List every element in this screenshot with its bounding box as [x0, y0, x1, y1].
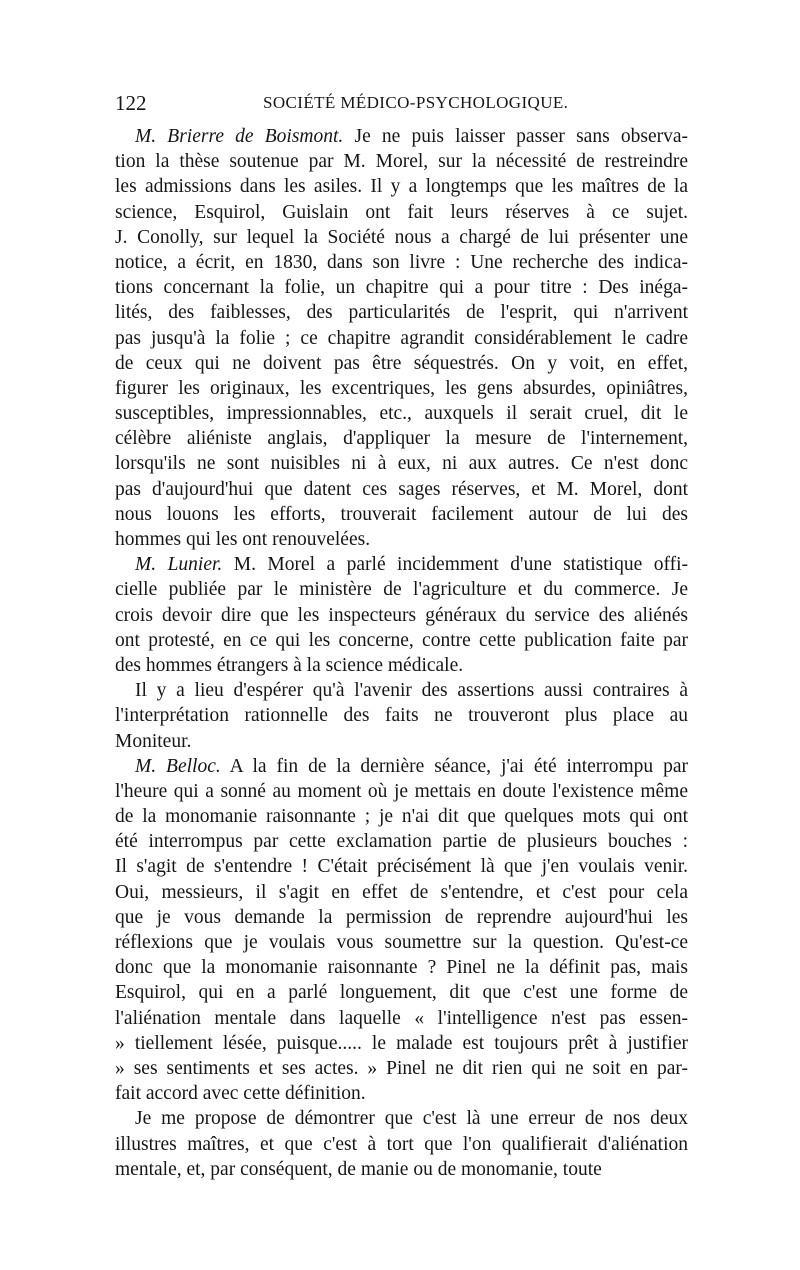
text-line	[115, 225, 688, 250]
text-line	[115, 326, 688, 351]
line-text: l'heure qui a sonné au moment où je mettais en doute l'existence même	[115, 780, 688, 802]
line-text: tions concernant la folie, un chapitre qui a pour titre : Des inéga-	[115, 277, 688, 299]
line-text: de la monomanie raisonnante ; je n'ai dit que quelques mots qui ont	[115, 806, 688, 828]
line-text: fait accord avec cette définition.	[115, 1083, 366, 1105]
line-text: donc que la monomanie raisonnante ? Pinel ne la définit pas, mais	[115, 957, 688, 979]
text-line	[115, 300, 688, 325]
line-text: » tiellement lésée, puisque..... le malade est toujours prêt à justifier	[115, 1032, 688, 1054]
line-text: pas jusqu'à la folie ; ce chapitre agrandit considérablement le cadre	[115, 327, 688, 349]
text-line	[115, 754, 688, 779]
text-line	[115, 653, 688, 678]
running-head: SOCIÉTÉ MÉDICO-PSYCHOLOGIQUE.	[263, 93, 569, 112]
line-text: été interrompus par cette exclamation partie de plusieurs bouches :	[115, 831, 688, 853]
text-line	[115, 577, 688, 602]
line-text: » ses sentiments et ses actes. » Pinel ne dit rien qui ne soit en par-	[115, 1057, 688, 1079]
line-text: nous louons les efforts, trouverait facilement autour de lui des	[115, 503, 688, 525]
line-text: cielle publiée par le ministère de l'agriculture et du commerce. Je	[115, 579, 688, 601]
text-line	[115, 1031, 688, 1056]
text-line	[115, 124, 688, 149]
line-text: M. Morel a parlé incidemment d'une statistique offi-	[222, 554, 688, 576]
text-line	[115, 174, 688, 199]
speaker-name: M. Lunier.	[135, 554, 223, 576]
text-line	[115, 1132, 688, 1157]
text-line	[115, 1106, 688, 1131]
line-text: lorsqu'ils ne sont nuisibles ni à eux, ni aux autres. Ce n'est donc	[115, 453, 688, 475]
line-text: Il y a lieu d'espérer qu'à l'avenir des assertions aussi contraires à	[135, 680, 688, 702]
text-line	[115, 603, 688, 628]
line-text: l'aliénation mentale dans laquelle « l'intelligence n'est pas essen-	[115, 1007, 688, 1029]
line-text: Moniteur.	[115, 730, 192, 752]
text-line	[115, 779, 688, 804]
text-line	[115, 804, 688, 829]
line-text: tion la thèse soutenue par M. Morel, sur la nécessité de restreindre	[115, 151, 688, 173]
line-text: Je me propose de démontrer que c'est là une erreur de nos deux	[135, 1108, 688, 1130]
text-line	[115, 552, 688, 577]
line-text: Je ne puis laisser passer sans observa-	[343, 126, 688, 147]
text-line	[115, 376, 688, 401]
line-text: que je vous demande la permission de reprendre aujourd'hui les	[115, 906, 688, 928]
text-line	[115, 275, 688, 300]
text-line	[115, 1081, 688, 1106]
line-text: mentale, et, par conséquent, de manie ou de monomanie, toute	[115, 1158, 602, 1180]
line-text: pas d'aujourd'hui que datent ces sages réserves, et M. Morel, dont	[115, 478, 688, 500]
text-line	[115, 829, 688, 854]
text-line	[115, 854, 688, 879]
line-text: notice, a écrit, en 1830, dans son livre : Une recherche des indica-	[115, 251, 688, 273]
text-line	[115, 905, 688, 930]
line-text: célèbre aliéniste anglais, d'appliquer la mesure de l'internement,	[115, 428, 688, 450]
paragraph	[115, 1106, 688, 1182]
page-number: 122	[115, 91, 147, 115]
line-text: des hommes étrangers à la science médicale.	[115, 654, 464, 676]
paragraph	[115, 124, 688, 552]
text-line	[115, 451, 688, 476]
text-line	[115, 678, 688, 703]
text-line	[115, 628, 688, 653]
text-line	[115, 527, 688, 552]
line-text: A la fin de la dernière séance, j'ai été interrompu par	[220, 755, 688, 777]
speaker-name: M. Brierre de Boismont.	[135, 126, 344, 147]
text-line	[115, 1006, 688, 1031]
paragraph	[115, 678, 688, 754]
text-line	[115, 250, 688, 275]
text-line	[115, 401, 688, 426]
text-line	[115, 351, 688, 376]
line-text: illustres maîtres, et que c'est à tort que l'on qualifierait d'aliénation	[115, 1133, 688, 1155]
text-line	[115, 703, 688, 728]
text-line	[115, 200, 688, 225]
text-line	[115, 1157, 688, 1182]
text-line	[115, 502, 688, 527]
line-text: l'interprétation rationnelle des faits ne trouveront plus place au	[115, 705, 688, 727]
line-text: ont protesté, en ce qui les concerne, contre cette publication faite par	[115, 629, 688, 651]
line-text: susceptibles, impressionnables, etc., auxquels il serait cruel, dit le	[115, 403, 688, 425]
paragraph	[115, 754, 688, 1107]
line-text: Oui, messieurs, il s'agit en effet de s'entendre, et c'est pour cela	[115, 881, 688, 903]
line-text: J. Conolly, sur lequel la Société nous a chargé de lui présenter une	[115, 226, 688, 248]
line-text: hommes qui les ont renouvelées.	[115, 529, 371, 550]
line-text: Il s'agit de s'entendre ! C'était précisément là que j'en voulais venir.	[115, 856, 688, 878]
line-text: figurer les originaux, les excentriques, les gens absurdes, opiniâtres,	[115, 377, 688, 399]
line-text: Esquirol, qui en a parlé longuement, dit que c'est une forme de	[115, 982, 688, 1004]
body-text	[115, 124, 688, 1182]
text-line	[115, 149, 688, 174]
text-line	[115, 880, 688, 905]
line-text: science, Esquirol, Guislain ont fait leurs réserves à ce sujet.	[115, 201, 688, 223]
paragraph	[115, 552, 688, 678]
text-line	[115, 980, 688, 1005]
line-text: les admissions dans les asiles. Il y a longtemps que les maîtres de la	[115, 176, 688, 198]
line-text: lités, des faiblesses, des particularités de l'esprit, qui n'arrivent	[115, 302, 688, 324]
line-text: de ceux qui ne doivent pas être séquestrés. On y voit, en effet,	[115, 352, 688, 374]
speaker-name: M. Belloc.	[135, 755, 221, 777]
text-line	[115, 955, 688, 980]
line-text: réflexions que je voulais vous soumettre sur la question. Qu'est-ce	[115, 932, 688, 953]
text-line	[115, 1056, 688, 1081]
text-line	[115, 477, 688, 502]
text-line	[115, 426, 688, 451]
page-header	[115, 89, 688, 117]
text-line	[115, 729, 688, 754]
line-text: crois devoir dire que les inspecteurs généraux du service des aliénés	[115, 604, 688, 626]
text-line	[115, 930, 688, 955]
